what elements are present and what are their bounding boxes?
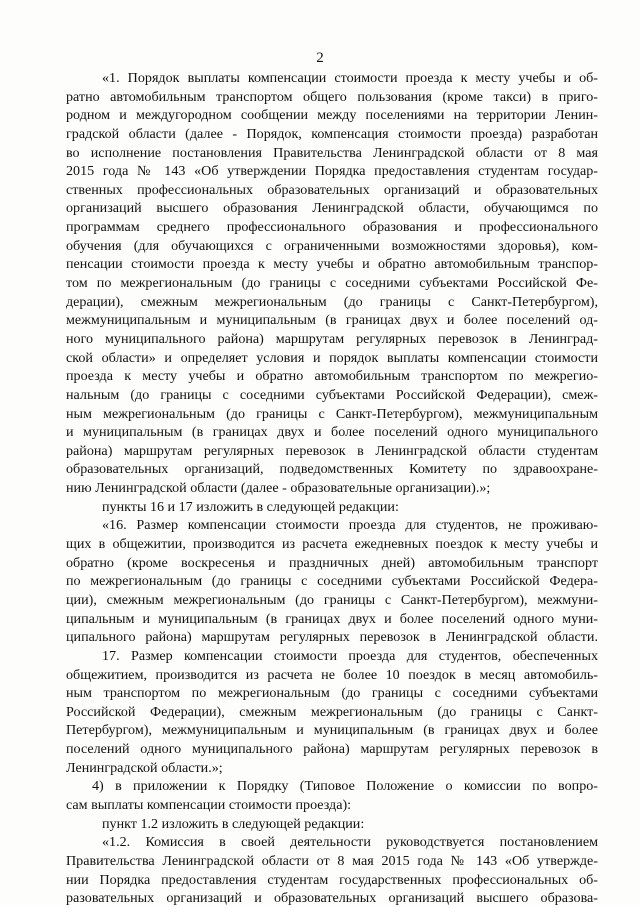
text-line: и муниципальным (в границах двух и более поселений одного муниципального xyxy=(66,424,598,441)
text-line: дерации), смежным межрегиональным (до границы с Санкт-Петербургом), xyxy=(66,293,598,310)
text-line: обучения (для обучающихся с ограниченными возможностями здоровья), ком- xyxy=(66,237,598,254)
text-line: нии Порядка предоставления студентам государственных профессиональных об- xyxy=(66,871,598,888)
document-body xyxy=(66,69,598,908)
text-line: «16. Размер компенсации стоимости проезда для студентов, не проживаю- xyxy=(102,517,598,534)
text-line: ратно автомобильным транспортом общего пользования (кроме такси) в приго- xyxy=(66,88,598,105)
text-line: межмуниципальным и муниципальным (в границах двух и более поселений од- xyxy=(66,312,598,329)
text-line: щих в общежитии, производится из расчета ежедневных поездок к месту учебы и xyxy=(66,536,598,553)
text-line: нию Ленинградской области (далее - образовательные организации).»; xyxy=(66,480,491,497)
text-line: том по межрегиональным (до границы с соседними субъектами Российской Фе- xyxy=(66,275,598,292)
text-line: организаций высшего образования Ленинградской области, обучающимся по xyxy=(66,200,598,217)
text-line: Правительства Ленинградской области от 8 мая 2015 года № 143 «Об утвержде- xyxy=(66,852,598,869)
text-line: проезда к месту учебы и обратно автомобильным транспортом по межрегио- xyxy=(66,368,598,385)
text-line: пункт 1.2 изложить в следующей редакции: xyxy=(102,815,365,832)
text-line: Петербургом), межмуниципальным и муниципальным (в границах двух и более xyxy=(66,722,598,739)
text-line: образовательных организаций, подведомственных Комитету по здравоохране- xyxy=(66,461,598,478)
text-line: ской области» и определяет условия и порядок выплаты компенсации стоимости xyxy=(66,349,598,366)
text-line: сам выплаты компенсации стоимости проезда): xyxy=(66,796,352,813)
text-line: Российской Федерации), смежным межрегиональным (до границы с Санкт- xyxy=(66,703,598,720)
text-line: ным межрегиональным (до границы с Санкт-Петербургом), межмуниципальным xyxy=(66,405,598,422)
text-line: «1. Порядок выплаты компенсации стоимости проезда к месту учебы и об- xyxy=(102,70,598,86)
text-line: общежитием, производится из расчета не более 10 поездок в месяц автомобиль- xyxy=(66,666,598,683)
text-line: обратно (кроме воскресенья и праздничных дней) автомобильным транспорт xyxy=(66,554,598,571)
text-line: 4) в приложении к Порядку (Типовое Положение о комиссии по вопро- xyxy=(92,778,598,795)
text-line: по межрегиональным (до границы с соседними субъектами Российской Федера- xyxy=(66,573,598,590)
text-line: района) маршрутам регулярных перевозок в Ленинградской области студентам xyxy=(66,442,598,459)
text-line: ции), смежным межрегиональным (до границы с Санкт-Петербургом), межмуни- xyxy=(66,591,598,608)
text-line: во исполнение постановления Правительства Ленинградской области от 8 мая xyxy=(66,144,598,161)
text-line: нальным (до границы с соседними субъектами Российской Федерации), смеж- xyxy=(66,386,598,403)
text-line: градской области (далее - Порядок, компенсация стоимости проезда) разработан xyxy=(66,125,598,142)
text-line: пункты 16 и 17 изложить в следующей редакции: xyxy=(102,498,399,515)
text-line: ственных профессиональных образовательных организаций и образовательных xyxy=(66,181,598,198)
page-number: 2 xyxy=(316,50,324,66)
text-line: 17. Размер компенсации стоимости проезда для студентов, обеспеченных xyxy=(102,647,598,664)
text-line: разовательных организаций и образовательных организаций высшего образова- xyxy=(66,890,598,907)
text-line: программам среднего профессионального образования и профессионального xyxy=(66,219,598,236)
text-line: пенсации стоимости проезда к месту учебы и обратно автомобильным транспор- xyxy=(66,256,598,273)
text-line: ным транспортом по межрегиональным (до границы с соседними субъектами xyxy=(66,685,598,702)
text-line: Ленинградской области.»; xyxy=(66,759,223,776)
text-line: ципальным и муниципальным (в границах двух и более поселений одного муни- xyxy=(66,610,598,627)
text-line: поселений одного муниципального района) маршрутам регулярных перевозок в xyxy=(66,741,598,758)
text-line: ного муниципального района) маршрутам регулярных перевозок в Ленинград- xyxy=(66,330,598,347)
text-line: ципального района) маршрутам регулярных перевозок в Ленинградской области. xyxy=(66,629,598,646)
text-line: родном и междугородном сообщении между поселениями на территории Ленин- xyxy=(66,107,598,124)
text-line: «1.2. Комиссия в своей деятельности руководствуется постановлением xyxy=(102,834,598,851)
text-line: 2015 года № 143 «Об утверждении Порядка предоставления студентам государ- xyxy=(66,163,598,180)
